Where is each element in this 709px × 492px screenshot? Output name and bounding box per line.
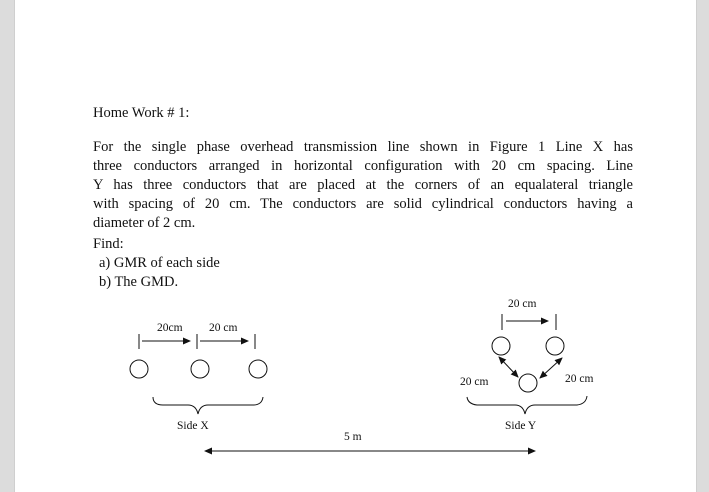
- side-y-top-spacing-label: 20 cm: [508, 298, 537, 310]
- side-y-brace: [467, 396, 587, 414]
- paragraph-line: diameter of 2 cm.: [93, 215, 196, 231]
- conductor-x1: [130, 360, 148, 378]
- paragraph-line: For the single phase overhead transmission line shown in Figure 1 Line X has: [93, 139, 633, 155]
- conductor-y1: [492, 337, 510, 355]
- document-page: [14, 0, 697, 492]
- homework-title: Home Work # 1:: [93, 105, 190, 121]
- conductor-y2: [546, 337, 564, 355]
- side-y-right-spacing-label: 20 cm: [565, 373, 594, 385]
- conductor-x2: [191, 360, 209, 378]
- conductor-y3: [519, 374, 537, 392]
- paragraph-line: three conductors arranged in horizontal configuration with 20 cm spacing. Line: [93, 158, 633, 174]
- side-x-spacing-right-label: 20 cm: [209, 322, 238, 334]
- side-x-brace: [153, 397, 263, 414]
- side-y-label: Side Y: [505, 420, 537, 432]
- side-x-label: Side X: [177, 420, 209, 432]
- conductor-x3: [249, 360, 267, 378]
- question-item-b: b) The GMD.: [99, 274, 179, 290]
- figure-1-conductor-diagram: [15, 0, 696, 492]
- spacing-arrow-diagonal-right: [540, 358, 562, 378]
- question-item-a: a) GMR of each side: [99, 255, 220, 271]
- side-y-left-spacing-label: 20 cm: [460, 376, 489, 388]
- find-label: Find:: [93, 236, 124, 252]
- spacing-arrow-diagonal-left: [499, 357, 518, 377]
- paragraph-line: with spacing of 20 cm. The conductors are solid cylindrical conductors having a: [93, 196, 633, 212]
- distance-label: 5 m: [344, 431, 362, 443]
- side-x-spacing-left-label: 20cm: [157, 322, 183, 334]
- paragraph-line: Y has three conductors that are placed at the corners of an equalateral triangle: [93, 177, 633, 193]
